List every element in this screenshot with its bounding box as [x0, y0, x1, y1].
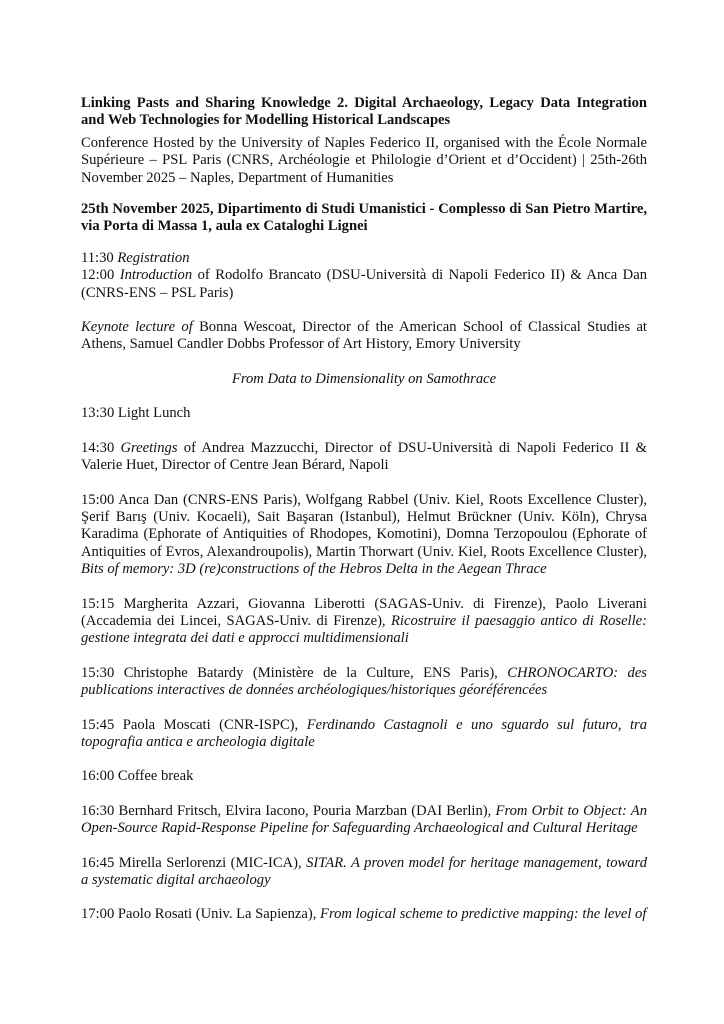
session-entry	[81, 803, 647, 838]
introduction-entry	[81, 267, 647, 302]
day-heading: 25th November 2025, Dipartimento di Studi Umanistici - Complesso di San Pietro Martire, via Porta di Massa 1, aula ex Cataloghi Lignei	[81, 201, 647, 235]
speakers: Margherita Azzari, Giovanna Liberotti (SAGAS-Univ. di Firenze), Paolo Liverani (Accademia dei Lincei, SAGAS-Univ. di Firenze),	[81, 595, 647, 629]
talk-title: Ricostruire il paesaggio antico di Roselle: gestione integrata dei dati e approcci multidimensionali	[81, 612, 647, 647]
registration-entry	[81, 250, 647, 267]
entry-text: of Rodolfo Brancato (DSU-Università di Napoli Federico II) & Anca Dan (CNRS-ENS – PSL Paris)	[81, 267, 647, 301]
time: 16:45	[81, 854, 115, 871]
conference-subtitle: Conference Hosted by the University of Naples Federico II, organised with the École Normale Supérieure – PSL Paris (CNRS, Archéologie et Philologie d’Orient et d’Occident) | 25th-26th November 2025 – Naples, Department of Humanities	[81, 134, 647, 186]
time: 17:00	[81, 906, 115, 923]
session-entry	[81, 855, 647, 890]
time: 16:00	[81, 768, 115, 785]
keynote-entry	[81, 319, 647, 354]
time: 16:30	[81, 802, 115, 819]
document-page	[81, 95, 647, 924]
time: 12:00	[81, 267, 115, 284]
time: 15:15	[81, 595, 115, 612]
talk-title: CHRONOCARTO: des publications interactives de données archéologiques/historiques géoréférencées	[81, 664, 647, 699]
speakers: Christophe Batardy (Ministère de la Culture, ENS Paris),	[123, 664, 498, 681]
entry-label: Light Lunch	[117, 405, 191, 422]
entry-text: Bonna Wescoat, Director of the American School of Classical Studies at Athens, Samuel Candler Dobbs Professor of Art History, Emory University	[81, 319, 647, 353]
entry-label: Greetings	[120, 439, 178, 456]
coffee-entry	[81, 768, 647, 785]
lunch-entry	[81, 405, 647, 422]
greetings-entry	[81, 440, 647, 475]
entry-label: Registration	[117, 249, 190, 266]
session-entry	[81, 492, 647, 579]
entry-label: Keynote lecture of	[81, 319, 193, 336]
entry-label: Coffee break	[117, 768, 194, 785]
talk-title: Bits of memory: 3D (re)constructions of the Hebros Delta in the Aegean Thrace	[81, 561, 547, 578]
time: 15:45	[81, 716, 115, 733]
speakers: Paola Moscati (CNR-ISPC),	[122, 716, 299, 733]
time: 14:30	[81, 439, 115, 456]
session-entry	[81, 596, 647, 648]
time: 13:30	[81, 405, 115, 422]
talk-title: SITAR. A proven model for heritage management, toward a systematic digital archaeology	[81, 854, 647, 888]
time: 15:00	[81, 491, 115, 508]
speakers: Paolo Rosati (Univ. La Sapienza),	[117, 906, 317, 923]
talk-title: From Orbit to Object: An Open-Source Rapid-Response Pipeline for Safeguarding Archaeological and Cultural Heritage	[81, 802, 647, 837]
speakers: Bernhard Fritsch, Elvira Iacono, Pouria Marzban (DAI Berlin),	[118, 802, 492, 819]
speakers: Anca Dan (CNRS-ENS Paris), Wolfgang Rabbel (Univ. Kiel, Roots Excellence Cluster), Şerif Barış (Univ. Kocaeli), Sait Başaran (Istanbul), Helmut Brückner (Univ. Köln), Chrysa Karadima (Ephorate of Antiquities of Rhodopes, Komotini), Domna Terzopoulou (Ephorate of Antiquities of Evros, Alexandroupolis), Martin Thorwart (Univ. Kiel, Roots Excellence Cluster),	[81, 491, 647, 560]
session-entry	[81, 717, 647, 752]
conference-title: Linking Pasts and Sharing Knowledge 2. Digital Archaeology, Legacy Data Integration and Web Technologies for Modelling Historical Landscapes	[81, 95, 647, 129]
time: 15:30	[81, 664, 115, 681]
talk-title: From logical scheme to predictive mapping: the level of	[320, 906, 647, 923]
session-entry	[81, 665, 647, 700]
time: 11:30	[81, 249, 114, 266]
entry-text: of Andrea Mazzucchi, Director of DSU-Università di Napoli Federico II & Valerie Huet, Director of Centre Jean Bérard, Napoli	[81, 439, 647, 474]
speakers: Mirella Serlorenzi (MIC-ICA),	[118, 854, 302, 871]
entry-label: Introduction	[119, 267, 193, 284]
session-entry	[81, 906, 647, 923]
talk-title: Ferdinando Castagnoli e uno sguardo sul futuro, tra topografia antica e archeologia digitale	[81, 716, 647, 750]
keynote-title: From Data to Dimensionality on Samothrace	[231, 370, 497, 387]
